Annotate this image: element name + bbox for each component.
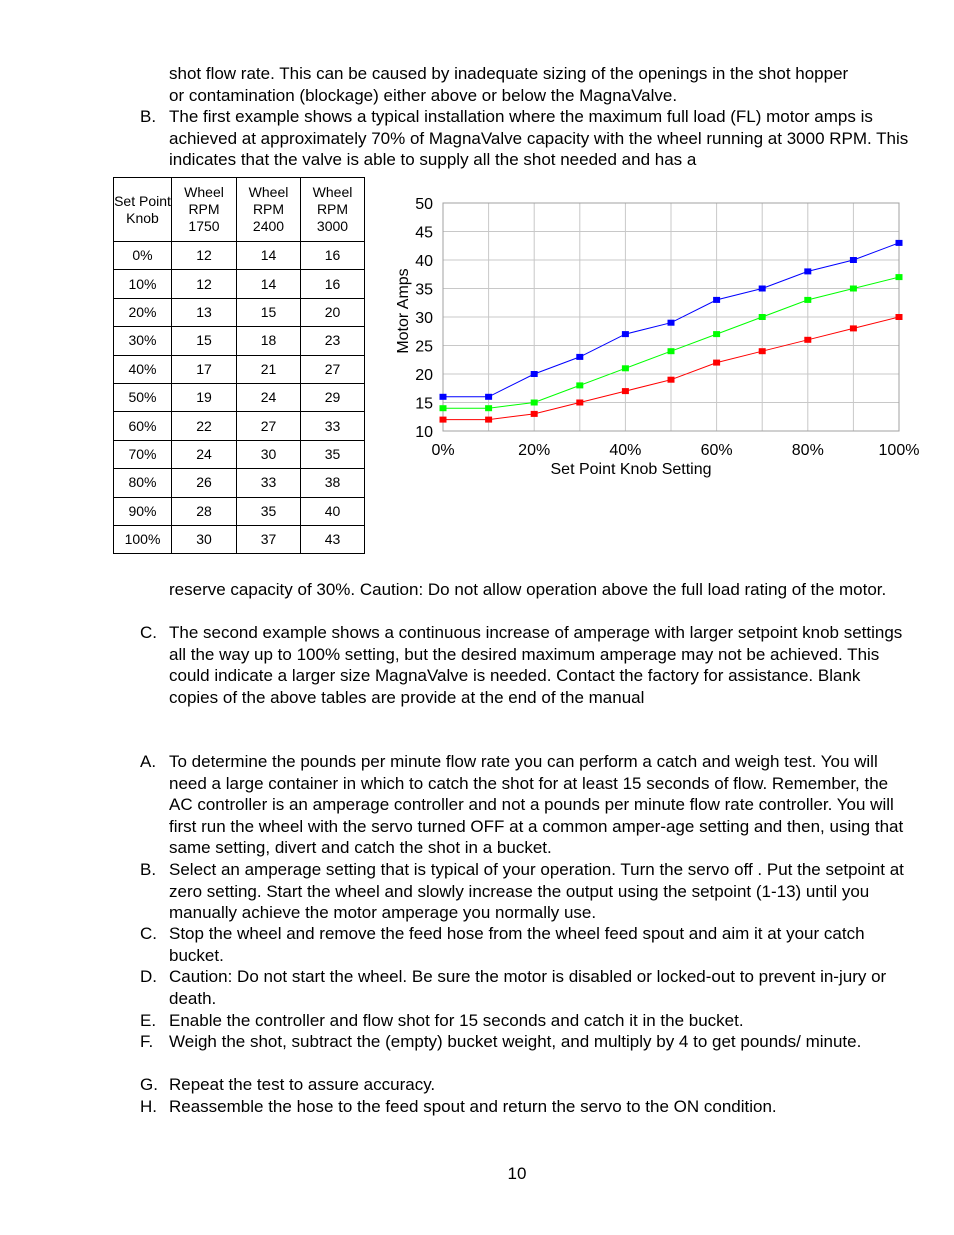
table-cell: 24: [172, 440, 237, 468]
list-item-text: Repeat the test to assure accuracy.: [169, 1075, 436, 1094]
x-tick-label: 100%: [878, 442, 920, 459]
y-tick-label: 20: [415, 367, 433, 384]
table-cell: 33: [237, 469, 301, 497]
table-cell: 14: [237, 270, 301, 298]
x-tick-label: 60%: [700, 442, 733, 459]
list-marker: A.: [140, 752, 157, 771]
table-cell: 28: [172, 497, 237, 525]
x-axis-label: Set Point Knob Setting: [550, 461, 712, 478]
list-item-text: The second example shows a continuous increase of amperage with larger setpoint knob settings all the way up to 100% setting, but the desired maximum amperage may not be achieved. This could indicate a larger size MagnaValve is needed. Contact the factory for assistance. Blank copies of the above tables are provide at the end of the manual: [169, 623, 903, 707]
table-cell: 70%: [114, 440, 172, 468]
series-point-0: [713, 360, 720, 366]
x-tick-label: 0%: [431, 442, 455, 459]
y-tick-label: 45: [415, 224, 433, 242]
list-marker: B.: [140, 107, 157, 126]
series-point-0: [850, 325, 857, 331]
series-point-1: [485, 405, 492, 411]
table-row: [114, 242, 365, 270]
series-point-2: [485, 394, 492, 400]
intro-line-2: or contamination (blockage) either above or below the MagnaValve.: [169, 86, 678, 105]
series-point-0: [804, 337, 811, 343]
table-cell: 33: [301, 412, 365, 440]
table-cell: 17: [172, 355, 237, 383]
table-cell: 12: [172, 242, 237, 270]
table-cell: 37: [237, 525, 301, 553]
table-cell: 21: [237, 355, 301, 383]
table-cell: 20%: [114, 298, 172, 326]
table-cell: 26: [172, 469, 237, 497]
table-row: [114, 383, 365, 411]
y-tick-label: 40: [415, 253, 433, 270]
list-marker: E.: [140, 1011, 157, 1030]
series-point-1: [759, 314, 766, 320]
intro-line-1: shot flow rate. This can be caused by inadequate sizing of the openings in the shot hopper: [169, 64, 849, 83]
table-cell: 13: [172, 298, 237, 326]
table-row: [114, 327, 365, 355]
series-point-2: [896, 240, 903, 246]
table-cell: 14: [237, 242, 301, 270]
col-header-set-point: Set Point Knob: [114, 178, 172, 242]
x-tick-label: 20%: [518, 442, 551, 459]
table-cell: 90%: [114, 497, 172, 525]
table-row: [114, 525, 365, 553]
table-row: [114, 440, 365, 468]
list-marker: C.: [140, 924, 157, 943]
table-header-row: [114, 178, 365, 242]
table-cell: 27: [301, 355, 365, 383]
list-marker: G.: [140, 1075, 158, 1094]
x-tick-label: 40%: [609, 442, 642, 459]
table-cell: 23: [301, 327, 365, 355]
list-item-text: Enable the controller and flow shot for 15 seconds and catch it in the bucket.: [169, 1011, 744, 1030]
y-tick-label: 15: [415, 395, 433, 413]
series-point-1: [440, 405, 447, 411]
series-point-2: [804, 268, 811, 274]
y-tick-label: 30: [415, 310, 433, 327]
table-cell: 27: [237, 412, 301, 440]
y-axis-label: Motor Amps: [395, 268, 412, 354]
table-cell: 30: [172, 525, 237, 553]
series-point-2: [759, 286, 766, 292]
table-cell: 16: [301, 270, 365, 298]
table-cell: 18: [237, 327, 301, 355]
table-cell: 35: [301, 440, 365, 468]
table-cell: 60%: [114, 412, 172, 440]
series-point-1: [531, 400, 538, 406]
table-cell: 24: [237, 383, 301, 411]
series-point-2: [576, 354, 583, 360]
series-point-1: [896, 274, 903, 280]
table-row: [114, 298, 365, 326]
y-tick-label: 10: [415, 424, 433, 441]
series-point-2: [668, 320, 675, 326]
amperage-table: [113, 177, 365, 554]
series-point-0: [759, 348, 766, 354]
y-tick-label: 50: [415, 196, 433, 213]
table-cell: 40%: [114, 355, 172, 383]
table-cell: 29: [301, 383, 365, 411]
table-cell: 80%: [114, 469, 172, 497]
series-point-0: [622, 388, 629, 394]
series-point-1: [850, 286, 857, 292]
series-point-2: [622, 331, 629, 337]
series-point-1: [804, 297, 811, 303]
table-row: [114, 412, 365, 440]
series-point-0: [440, 417, 447, 423]
y-tick-label: 25: [415, 338, 433, 356]
list-marker: D.: [140, 967, 157, 986]
table-cell: 15: [172, 327, 237, 355]
list-item-text: The first example shows a typical installation where the maximum full load (FL) motor amps is achieved at approximately 70% of MagnaValve capacity with the wheel running at 3000 RPM. This indicates that the valve is able to supply all the shot needed and has a: [169, 107, 909, 170]
table-cell: 12: [172, 270, 237, 298]
list-item-text: reserve capacity of 30%. Caution: Do not allow operation above the full load rating of the motor.: [169, 580, 887, 599]
list-item-text: Stop the wheel and remove the feed hose from the wheel feed spout and aim it at your catch bucket.: [169, 924, 865, 965]
series-point-0: [576, 400, 583, 406]
series-point-2: [850, 257, 857, 263]
list-marker: H.: [140, 1097, 157, 1116]
table-row: [114, 355, 365, 383]
series-point-1: [668, 348, 675, 354]
series-point-0: [485, 417, 492, 423]
table-cell: 20: [301, 298, 365, 326]
series-point-0: [896, 314, 903, 320]
list-item-text: To determine the pounds per minute flow rate you can perform a catch and weigh test. You will need a large container in which to catch the shot for at least 15 seconds of flow. Remember, the AC controller is an amperage controller and not a pounds per minute flow rate controller. You will first run the wheel with the servo turned OFF at a common amper-age setting and then, using that same setting, divert and catch the shot in a bucket.: [169, 752, 904, 858]
list-marker: C.: [140, 623, 157, 642]
col-header-rpm-1750: Wheel RPM 1750: [172, 178, 237, 242]
x-tick-label: 80%: [791, 442, 824, 459]
table-cell: 30%: [114, 327, 172, 355]
series-point-1: [713, 331, 720, 337]
series-point-0: [531, 411, 538, 417]
series-point-2: [713, 297, 720, 303]
table-cell: 50%: [114, 383, 172, 411]
list-item-text: Weigh the shot, subtract the (empty) bucket weight, and multiply by 4 to get pounds/ minute.: [169, 1032, 862, 1051]
table-cell: 35: [237, 497, 301, 525]
page-number: 10: [507, 1164, 527, 1183]
table-cell: 100%: [114, 525, 172, 553]
series-point-1: [622, 365, 629, 371]
series-point-2: [440, 394, 447, 400]
list-item-text: Select an amperage setting that is typical of your operation. Turn the servo off . Put the setpoint at zero setting. Start the wheel and slowly increase the output using the setpoint (1-13) until you manually achieve the motor amperage you normally use.: [169, 860, 904, 923]
y-tick-label: 35: [415, 281, 433, 299]
col-header-rpm-3000: Wheel RPM 3000: [301, 178, 365, 242]
table-cell: 10%: [114, 270, 172, 298]
list-item-text: Caution: Do not start the wheel. Be sure the motor is disabled or locked-out to prevent in-jury or death.: [169, 967, 887, 1008]
table-cell: 30: [237, 440, 301, 468]
list-marker: B.: [140, 860, 157, 879]
series-point-0: [668, 377, 675, 383]
table-cell: 0%: [114, 242, 172, 270]
list-marker: F.: [140, 1032, 154, 1051]
table-cell: 38: [301, 469, 365, 497]
table-row: [114, 270, 365, 298]
list-item-text: Reassemble the hose to the feed spout and return the servo to the ON condition.: [169, 1097, 777, 1116]
table-row: [114, 469, 365, 497]
table-cell: 22: [172, 412, 237, 440]
series-point-2: [531, 371, 538, 377]
table-cell: 40: [301, 497, 365, 525]
table-cell: 15: [237, 298, 301, 326]
col-header-rpm-2400: Wheel RPM 2400: [237, 178, 301, 242]
motor-amps-chart: [388, 188, 933, 493]
table-row: [114, 497, 365, 525]
table-cell: 43: [301, 525, 365, 553]
table-cell: 19: [172, 383, 237, 411]
table-cell: 16: [301, 242, 365, 270]
series-point-1: [576, 382, 583, 388]
